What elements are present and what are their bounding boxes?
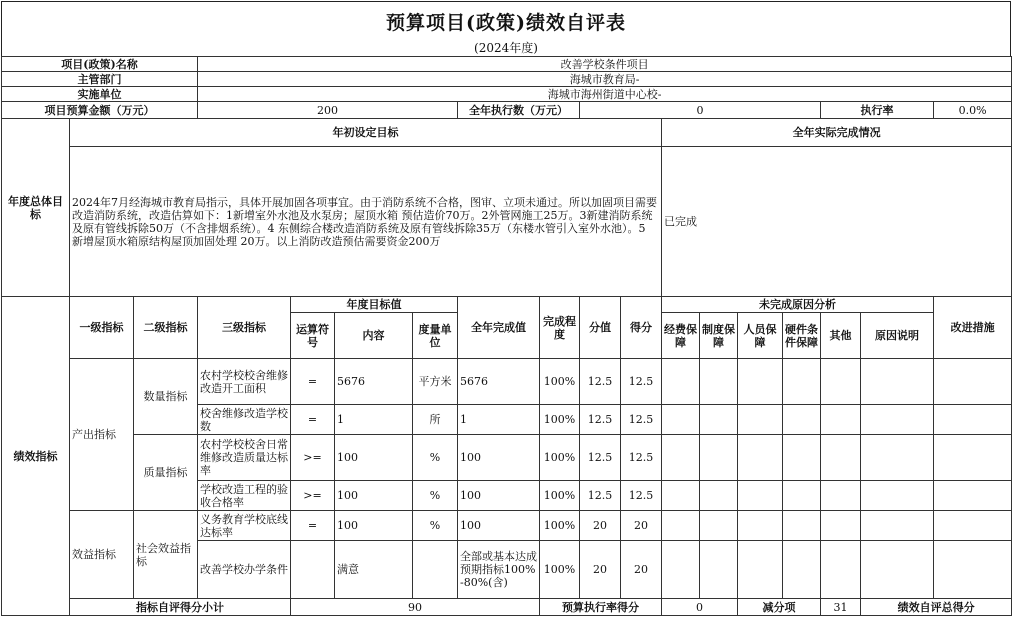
indicator-content: 100 <box>335 435 413 481</box>
social-benefit-label: 社会效益指标 <box>134 511 198 599</box>
rate-label: 执行率 <box>821 102 934 119</box>
evaluation-form <box>1 1 1011 633</box>
completion-header: 完成程度 <box>540 297 580 359</box>
indicator-completion: 100% <box>540 481 580 511</box>
indicator-value: 1 <box>458 405 540 435</box>
project-name-row <box>2 57 1012 72</box>
operator-header: 运算符号 <box>291 313 335 359</box>
full-year-header: 全年完成值 <box>458 297 540 359</box>
improve-header: 改进措施 <box>934 297 1012 359</box>
other-header: 其他 <box>821 313 861 359</box>
indicator-name: 农村学校校舍维修改造开工面积 <box>198 359 291 405</box>
indicator-content: 100 <box>335 481 413 511</box>
indicator-operator: = <box>291 359 335 405</box>
indicator-unit: % <box>413 481 458 511</box>
planned-goal-text: 2024年7月经海城市教育局指示，具体开展加固各项事宜。由于消防系统不合格，图审、立项未通过。所以加固项目需要改造消防系统，改造估算如下：1新增室外水池及水泵房；屋顶水箱 预估造价70万。2外管网施工25万。3新建消防系统及原有管线拆除50万（不含排烟系统）。4 东侧综合楼改造消防系统及原有管线拆除35万（东楼水管引入室外水池）。5 新增屋顶水箱原结构屋顶加固处理 20万。以上消防改造预估需要资金200万 <box>70 147 662 297</box>
indicator-score: 20 <box>621 541 662 599</box>
table-row <box>2 435 1012 481</box>
subtotal-value: 90 <box>291 599 540 616</box>
page-title: 预算项目(政策)绩效自评表 <box>386 12 626 34</box>
goal-body-row <box>2 147 1012 297</box>
indicator-unit: 所 <box>413 405 458 435</box>
budget-label: 项目预算金额（万元） <box>2 102 198 119</box>
summary-row <box>2 599 1012 616</box>
level2-header: 二级指标 <box>134 297 198 359</box>
reason-header: 原因说明 <box>861 313 934 359</box>
indicators-section-label: 绩效指标 <box>2 297 70 616</box>
indicator-score: 12.5 <box>621 359 662 405</box>
indicator-operator: = <box>291 511 335 541</box>
annual-target-header: 年度目标值 <box>291 297 458 313</box>
planned-goal-header: 年初设定目标 <box>70 119 662 147</box>
indicator-completion: 100% <box>540 359 580 405</box>
indicator-unit: % <box>413 511 458 541</box>
unfinished-header: 未完成原因分析 <box>662 297 934 313</box>
indicator-unit: 平方米 <box>413 359 458 405</box>
indicator-value: 100 <box>458 511 540 541</box>
project-name-value: 改善学校条件项目 <box>198 57 1012 72</box>
unit-header: 度量单位 <box>413 313 458 359</box>
budget-value: 200 <box>198 102 458 119</box>
system-header: 制度保障 <box>700 313 738 359</box>
indicator-points: 20 <box>580 511 621 541</box>
indicator-content: 5676 <box>335 359 413 405</box>
deduct-label: 减分项 <box>738 599 821 616</box>
impl-value: 海城市海州街道中心校- <box>198 87 1012 102</box>
deduct-value: 31 <box>821 599 861 616</box>
indicator-header-row-1 <box>2 297 1012 313</box>
indicator-score: 12.5 <box>621 405 662 435</box>
indicator-value: 100 <box>458 435 540 481</box>
indicator-content: 满意 <box>335 541 413 599</box>
indicator-name: 义务教育学校底线达标率 <box>198 511 291 541</box>
indicator-operator <box>291 541 335 599</box>
title-area <box>1 1 1011 57</box>
impl-row <box>2 87 1012 102</box>
exec-label: 全年执行数（万元） <box>458 102 580 119</box>
indicator-name: 农村学校校舍日常维修改造质量达标率 <box>198 435 291 481</box>
total-score-label: 绩效自评总得分 <box>861 599 1012 616</box>
score-header: 得分 <box>621 297 662 359</box>
indicator-operator: = <box>291 405 335 435</box>
staff-header: 人员保障 <box>738 313 783 359</box>
exec-value: 0 <box>580 102 821 119</box>
indicator-name: 校舍维修改造学校数 <box>198 405 291 435</box>
indicator-completion: 100% <box>540 511 580 541</box>
dept-row <box>2 72 1012 87</box>
rate-value: 0.0% <box>934 102 1012 119</box>
indicator-value: 100 <box>458 481 540 511</box>
quality-indicator-label: 质量指标 <box>134 435 198 511</box>
goal-header-row <box>2 119 1012 147</box>
actual-goal-header: 全年实际完成情况 <box>662 119 1012 147</box>
dept-label: 主管部门 <box>2 72 198 87</box>
indicator-operator: >= <box>291 481 335 511</box>
level3-header: 三级指标 <box>198 297 291 359</box>
output-indicator-label: 产出指标 <box>70 359 134 511</box>
indicator-unit: % <box>413 435 458 481</box>
dept-value: 海城市教育局- <box>198 72 1012 87</box>
indicator-score: 20 <box>621 511 662 541</box>
indicator-value: 5676 <box>458 359 540 405</box>
hardware-header: 硬件条件保障 <box>783 313 821 359</box>
indicator-score: 12.5 <box>621 481 662 511</box>
indicator-points: 12.5 <box>580 435 621 481</box>
indicator-completion: 100% <box>540 435 580 481</box>
indicator-unit <box>413 541 458 599</box>
exec-score-value: 0 <box>662 599 738 616</box>
subtotal-label: 指标自评得分小计 <box>70 599 291 616</box>
indicator-name: 改善学校办学条件 <box>198 541 291 599</box>
project-name-label: 项目(政策)名称 <box>2 57 198 72</box>
actual-goal-text: 已完成 <box>662 147 1012 297</box>
funding-header: 经费保障 <box>662 313 700 359</box>
indicator-completion: 100% <box>540 405 580 435</box>
goal-section-label: 年度总体目标 <box>2 119 70 297</box>
exec-score-label: 预算执行率得分 <box>540 599 662 616</box>
indicator-value: 全部或基本达成预期指标100%-80%(含) <box>458 541 540 599</box>
impl-label: 实施单位 <box>2 87 198 102</box>
level1-header: 一级指标 <box>70 297 134 359</box>
indicator-operator: >= <box>291 435 335 481</box>
benefit-indicator-label: 效益指标 <box>70 511 134 599</box>
quantity-indicator-label: 数量指标 <box>134 359 198 435</box>
year-subtitle: (2024年度) <box>474 41 538 55</box>
indicator-points: 12.5 <box>580 405 621 435</box>
budget-row <box>2 102 1012 119</box>
evaluation-table <box>1 56 1012 616</box>
indicator-name: 学校改造工程的验收合格率 <box>198 481 291 511</box>
table-row <box>2 359 1012 405</box>
indicator-points: 12.5 <box>580 359 621 405</box>
table-row <box>2 511 1012 541</box>
indicator-points: 12.5 <box>580 481 621 511</box>
indicator-content: 100 <box>335 511 413 541</box>
indicator-points: 20 <box>580 541 621 599</box>
indicator-content: 1 <box>335 405 413 435</box>
content-header: 内容 <box>335 313 413 359</box>
points-header: 分值 <box>580 297 621 359</box>
indicator-completion: 100% <box>540 541 580 599</box>
indicator-score: 12.5 <box>621 435 662 481</box>
